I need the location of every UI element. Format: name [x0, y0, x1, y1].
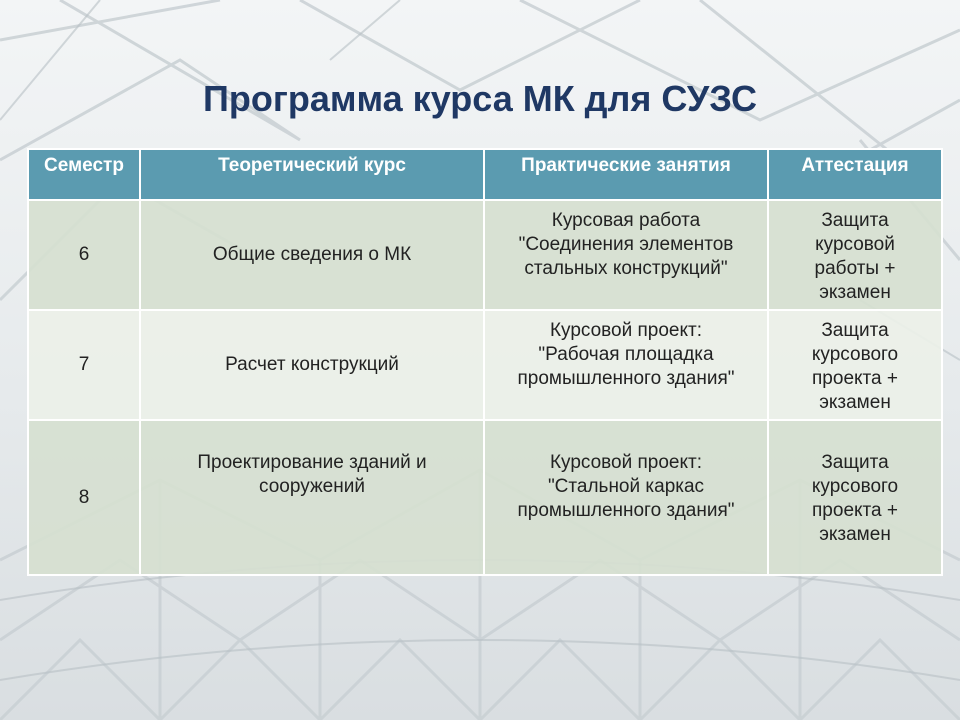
header-attestation: Аттестация [768, 149, 942, 200]
cell-theory [140, 310, 484, 420]
theory-value: Общие сведения о МК [212, 244, 412, 265]
cell-practice [484, 310, 768, 420]
semester-value: 8 [78, 486, 90, 508]
header-semester: Семестр [28, 149, 140, 200]
table-row [28, 200, 942, 310]
cell-attestation [768, 200, 942, 310]
cell-semester [28, 420, 140, 575]
cell-semester [28, 200, 140, 310]
attestation-value: Защита курсового проекта + экзамен [811, 320, 899, 413]
cell-attestation [768, 420, 942, 575]
cell-practice [484, 200, 768, 310]
semester-value: 6 [78, 244, 90, 265]
header-practice: Практические занятия [484, 149, 768, 200]
attestation-value: Защита курсового проекта + экзамен [811, 452, 899, 545]
theory-value: Проектирование зданий и сооружений [197, 452, 427, 497]
table-row [28, 420, 942, 575]
attestation-value: Защита курсовой работы + экзамен [814, 210, 896, 303]
cell-theory [140, 420, 484, 575]
semester-value: 7 [78, 354, 90, 375]
header-theory: Теоретический курс [140, 149, 484, 200]
table-row [28, 310, 942, 420]
cell-semester [28, 310, 140, 420]
cell-practice [484, 420, 768, 575]
practice-value: Курсовой проект: "Стальной каркас промышленного здания" [517, 452, 735, 521]
slide-title: Программа курса МК для СУЗС [203, 78, 757, 119]
practice-value: Курсовой проект: "Рабочая площадка промышленного здания" [517, 320, 735, 389]
theory-value: Расчет конструкций [225, 354, 399, 375]
cell-theory [140, 200, 484, 310]
table-header-row [28, 149, 942, 200]
cell-attestation [768, 310, 942, 420]
practice-value: Курсовая работа "Соединения элементов стальных конструкций" [518, 210, 734, 279]
course-program-table [27, 148, 941, 576]
